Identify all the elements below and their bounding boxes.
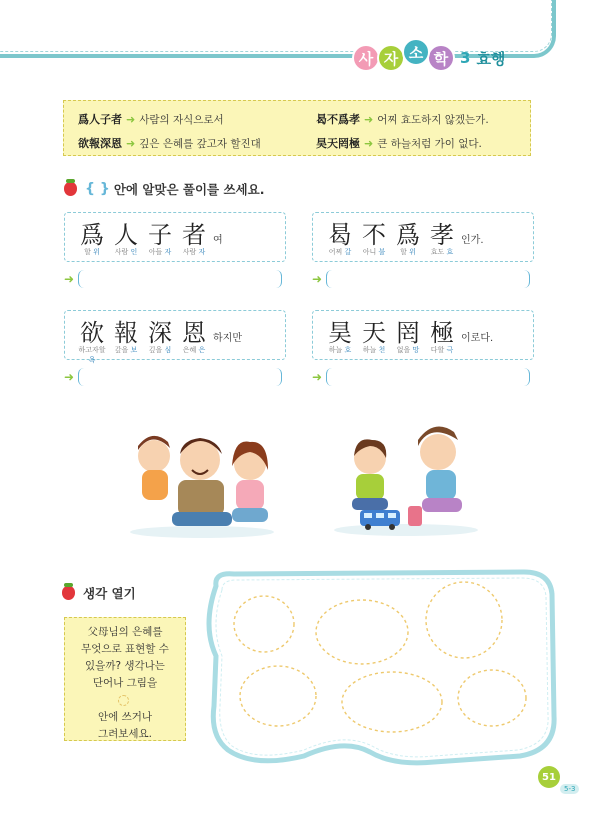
think-label-text: 생각 열기 (83, 586, 136, 601)
hanja-reading: 하늘 천 (362, 346, 386, 354)
arrow-right-icon: ➜ (312, 272, 323, 286)
page-code: 5-3 (560, 784, 579, 794)
hanja-char: 不 (362, 221, 386, 249)
hanja-char: 恩 (182, 319, 206, 347)
lesson-title (352, 36, 505, 80)
hanja-reading: 없을 망 (396, 346, 420, 354)
prompt-line: 단어나 그림을 (92, 677, 158, 689)
title-char-bubble: 사 (352, 44, 380, 72)
vocab-item (78, 111, 224, 127)
hanja-reading: 깊을 심 (148, 346, 172, 354)
vocab-hanja: 欲報深恩 (78, 137, 122, 150)
answer-field[interactable] (78, 270, 282, 288)
vocabulary-box (63, 100, 531, 156)
hanja-char: 報 (114, 319, 138, 347)
answer-row (64, 368, 282, 386)
title-char-bubble: 자 (377, 44, 405, 72)
hanja-reading: 할 위 (84, 248, 100, 256)
drawing-area[interactable] (194, 566, 564, 771)
hanja-char: 罔 (396, 319, 420, 347)
vocab-meaning: 깊은 은혜를 갚고자 할진대 (139, 137, 261, 150)
hanja-reading: 어찌 갈 (328, 248, 352, 256)
vocab-hanja: 昊天罔極 (316, 137, 360, 150)
hanja-suffix: 여 (213, 235, 223, 246)
kids-playing-illustration (326, 418, 486, 538)
strawberry-icon (62, 586, 75, 600)
hanja-char: 極 (430, 319, 454, 347)
hanja-char: 昊 (328, 319, 352, 347)
answer-field[interactable] (78, 368, 282, 386)
hanja-char: 孝 (430, 221, 454, 249)
vocab-meaning: 큰 하늘처럼 가이 없다. (377, 137, 482, 150)
vocab-item (316, 135, 482, 151)
hanja-card (312, 310, 534, 360)
hanja-char: 天 (362, 319, 386, 347)
hanja-suffix: 이로다. (461, 333, 494, 344)
circle-icon (118, 695, 129, 706)
arrow-right-icon: ➜ (64, 370, 75, 384)
hanja-card (312, 212, 534, 262)
think-section-title (62, 584, 136, 602)
title-char-bubble: 소 (402, 38, 430, 66)
hanja-char: 人 (114, 221, 138, 249)
arrow-right-icon: ➜ (364, 112, 374, 126)
hanja-char: 者 (182, 221, 206, 249)
arrow-right-icon: ➜ (364, 136, 374, 150)
hanja-char: 爲 (80, 221, 104, 249)
answer-field[interactable] (326, 270, 530, 288)
vocab-hanja: 爲人子者 (78, 113, 122, 126)
arrow-right-icon: ➜ (312, 370, 323, 384)
arrow-right-icon: ➜ (64, 272, 75, 286)
lesson-number: 3 (460, 49, 471, 67)
arrow-right-icon: ➜ (126, 136, 136, 150)
hanja-reading: 갚을 보 (114, 346, 138, 354)
hanja-reading: 할 위 (400, 248, 416, 256)
prompt-line: 무엇으로 표현할 수 (81, 643, 169, 655)
prompt-line: 父母님의 은혜를 (87, 626, 163, 638)
hanja-char: 曷 (328, 221, 352, 249)
vocab-hanja: 曷不爲孝 (316, 113, 360, 126)
instruction-text: 안에 알맞은 풀이를 쓰세요. (113, 182, 265, 197)
prompt-line: 그려보세요. (97, 728, 153, 740)
title-char-bubble: 학 (427, 44, 455, 72)
family-illustration (122, 420, 282, 540)
strawberry-icon (64, 182, 77, 196)
hanja-char: 子 (148, 221, 172, 249)
answer-field[interactable] (326, 368, 530, 386)
hanja-reading: 은혜 은 (182, 346, 206, 354)
hanja-reading: 사람 자 (182, 248, 206, 256)
answer-row (64, 270, 282, 288)
vocab-meaning: 어찌 효도하지 않겠는가. (377, 113, 489, 126)
blank-brace: { } (85, 181, 110, 197)
hanja-card (64, 212, 286, 262)
vocab-item (316, 111, 489, 127)
arrow-right-icon: ➜ (126, 112, 136, 126)
hanja-reading: 다할 극 (430, 346, 454, 354)
page-number: 51 (538, 766, 560, 788)
vocab-meaning: 사람의 자식으로서 (139, 113, 224, 126)
hanja-char: 爲 (396, 221, 420, 249)
answer-row (312, 270, 530, 288)
hanja-reading: 하늘 호 (328, 346, 352, 354)
hanja-char: 深 (148, 319, 172, 347)
prompt-line: 안에 쓰거나 (65, 692, 185, 726)
think-prompt-box (64, 617, 186, 741)
hanja-reading: 하고자할 욕 (78, 346, 106, 364)
hanja-reading: 아들 자 (148, 248, 172, 256)
hanja-card (64, 310, 286, 364)
vocab-item (78, 135, 261, 151)
hanja-suffix: 하지만 (213, 333, 242, 344)
prompt-line: 있을까? 생각나는 (85, 660, 165, 672)
hanja-reading: 효도 효 (430, 248, 454, 256)
hanja-reading: 사람 인 (114, 248, 138, 256)
lesson-subtitle: 효행 (476, 49, 506, 68)
answer-row (312, 368, 530, 386)
hanja-suffix: 인가. (461, 235, 484, 246)
exercise-instruction (64, 180, 264, 198)
hanja-reading: 아니 불 (362, 248, 386, 256)
hanja-char: 欲 (80, 319, 104, 347)
